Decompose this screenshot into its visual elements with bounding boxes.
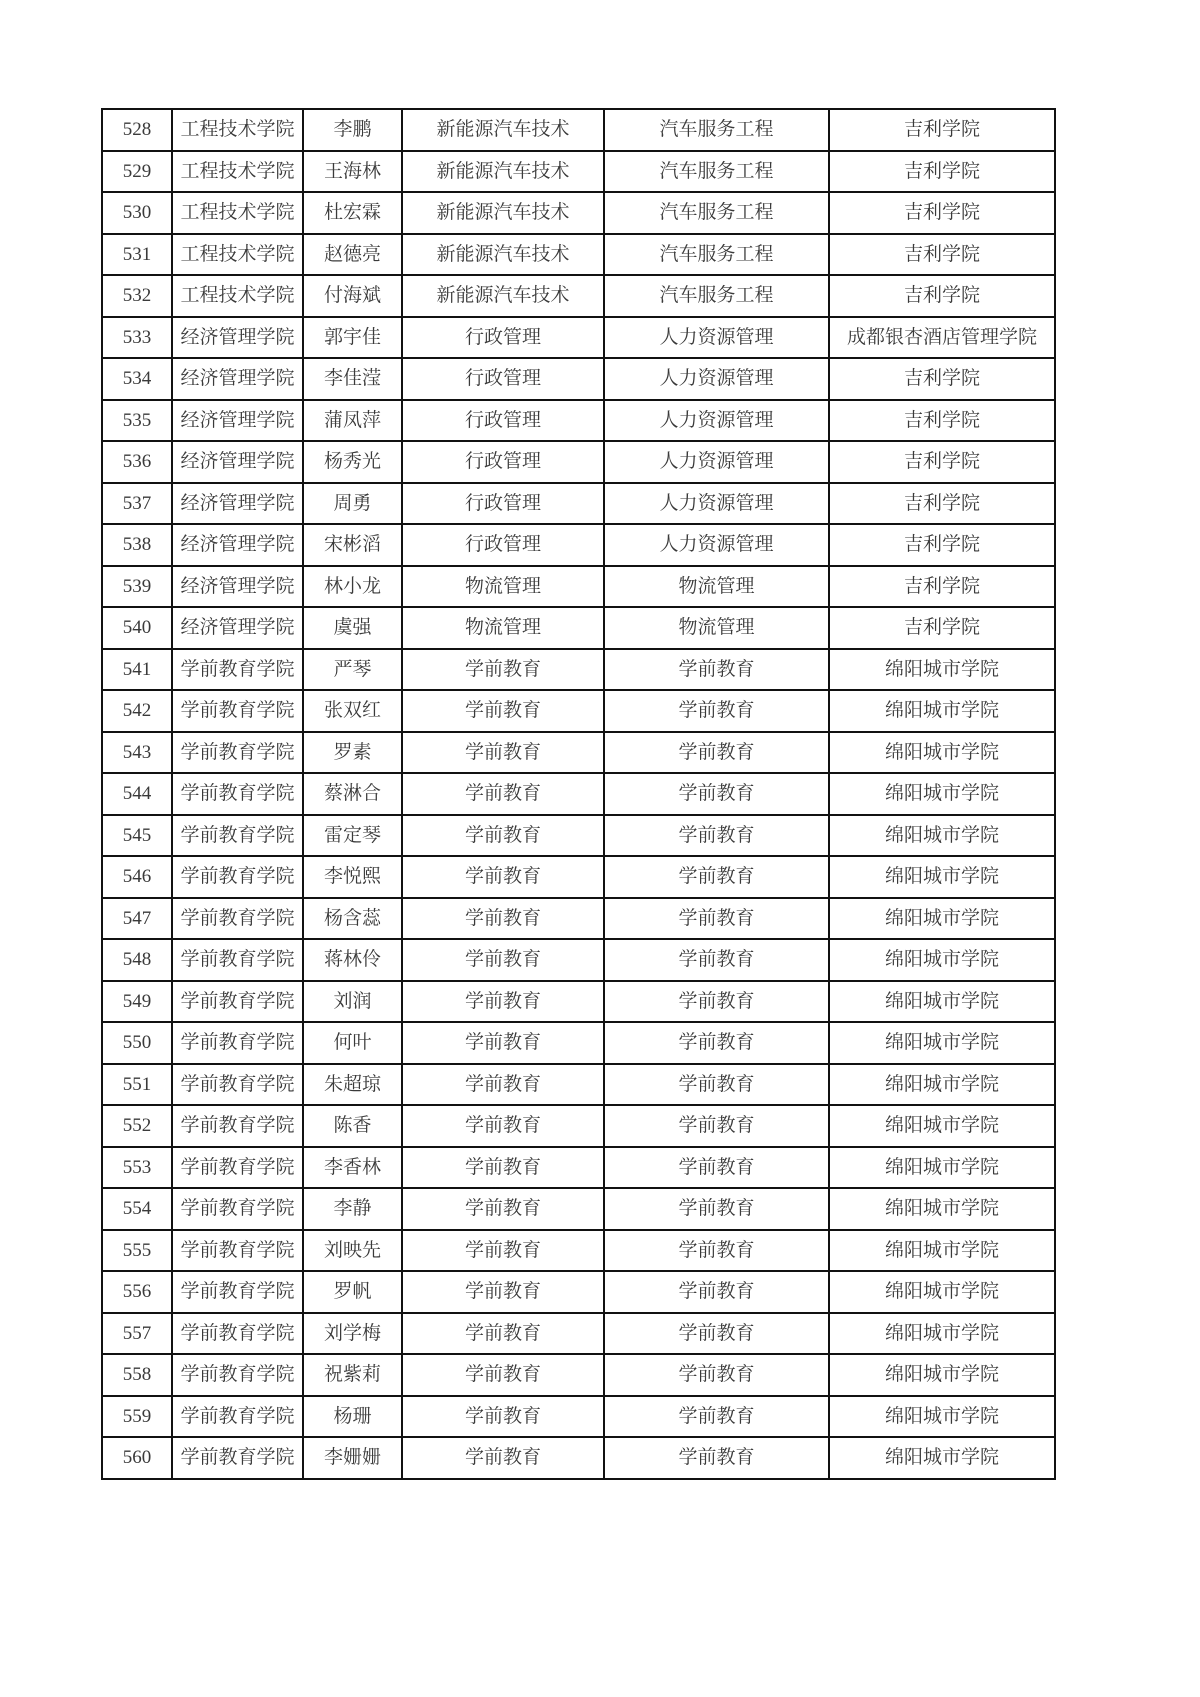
cell-number: 546 (102, 856, 172, 898)
table-row (102, 234, 1055, 276)
cell-target-major: 学前教育 (604, 856, 829, 898)
cell-major: 新能源汽车技术 (402, 109, 604, 151)
cell-target-school: 绵阳城市学院 (829, 1230, 1055, 1272)
cell-major: 学前教育 (402, 1396, 604, 1438)
cell-department: 经济管理学院 (172, 317, 303, 359)
cell-student-name: 杨秀光 (303, 441, 402, 483)
cell-target-major: 汽车服务工程 (604, 109, 829, 151)
cell-target-major: 学前教育 (604, 1188, 829, 1230)
table-row (102, 981, 1055, 1023)
cell-department: 工程技术学院 (172, 275, 303, 317)
cell-target-major: 汽车服务工程 (604, 192, 829, 234)
roster-body (102, 109, 1055, 1479)
cell-major: 行政管理 (402, 400, 604, 442)
cell-student-name: 张双红 (303, 690, 402, 732)
cell-student-name: 陈香 (303, 1105, 402, 1147)
cell-department: 工程技术学院 (172, 109, 303, 151)
cell-department: 学前教育学院 (172, 1354, 303, 1396)
cell-target-school: 绵阳城市学院 (829, 1022, 1055, 1064)
cell-student-name: 刘映先 (303, 1230, 402, 1272)
cell-major: 学前教育 (402, 1105, 604, 1147)
cell-number: 543 (102, 732, 172, 774)
cell-department: 学前教育学院 (172, 1188, 303, 1230)
cell-target-major: 学前教育 (604, 981, 829, 1023)
cell-student-name: 刘学梅 (303, 1313, 402, 1355)
cell-number: 551 (102, 1064, 172, 1106)
cell-target-major: 汽车服务工程 (604, 234, 829, 276)
table-row (102, 773, 1055, 815)
cell-target-major: 人力资源管理 (604, 317, 829, 359)
table-row (102, 109, 1055, 151)
cell-major: 学前教育 (402, 649, 604, 691)
cell-major: 学前教育 (402, 1147, 604, 1189)
cell-number: 531 (102, 234, 172, 276)
cell-target-school: 绵阳城市学院 (829, 649, 1055, 691)
cell-department: 学前教育学院 (172, 898, 303, 940)
cell-target-school: 吉利学院 (829, 192, 1055, 234)
cell-department: 学前教育学院 (172, 773, 303, 815)
cell-student-name: 李姗姗 (303, 1437, 402, 1479)
cell-target-major: 物流管理 (604, 566, 829, 608)
cell-target-school: 绵阳城市学院 (829, 1188, 1055, 1230)
cell-department: 学前教育学院 (172, 649, 303, 691)
cell-target-major: 学前教育 (604, 939, 829, 981)
cell-target-major: 汽车服务工程 (604, 151, 829, 193)
cell-department: 学前教育学院 (172, 1147, 303, 1189)
cell-number: 530 (102, 192, 172, 234)
cell-number: 541 (102, 649, 172, 691)
cell-number: 536 (102, 441, 172, 483)
cell-student-name: 周勇 (303, 483, 402, 525)
cell-major: 学前教育 (402, 1437, 604, 1479)
cell-student-name: 刘润 (303, 981, 402, 1023)
cell-major: 行政管理 (402, 441, 604, 483)
cell-target-major: 人力资源管理 (604, 400, 829, 442)
cell-department: 学前教育学院 (172, 732, 303, 774)
cell-number: 532 (102, 275, 172, 317)
cell-major: 学前教育 (402, 690, 604, 732)
cell-number: 539 (102, 566, 172, 608)
cell-target-school: 绵阳城市学院 (829, 1354, 1055, 1396)
cell-number: 547 (102, 898, 172, 940)
table-row (102, 649, 1055, 691)
cell-number: 537 (102, 483, 172, 525)
cell-target-major: 学前教育 (604, 1105, 829, 1147)
cell-department: 学前教育学院 (172, 1396, 303, 1438)
cell-target-major: 学前教育 (604, 1396, 829, 1438)
table-row (102, 1064, 1055, 1106)
cell-target-school: 吉利学院 (829, 441, 1055, 483)
cell-number: 549 (102, 981, 172, 1023)
table-row (102, 607, 1055, 649)
cell-target-major: 学前教育 (604, 1354, 829, 1396)
cell-department: 学前教育学院 (172, 1105, 303, 1147)
table-row (102, 151, 1055, 193)
cell-major: 新能源汽车技术 (402, 234, 604, 276)
cell-number: 554 (102, 1188, 172, 1230)
cell-number: 540 (102, 607, 172, 649)
cell-target-school: 绵阳城市学院 (829, 1396, 1055, 1438)
cell-target-major: 学前教育 (604, 1437, 829, 1479)
cell-target-major: 物流管理 (604, 607, 829, 649)
cell-target-major: 学前教育 (604, 732, 829, 774)
cell-student-name: 李鹏 (303, 109, 402, 151)
cell-target-school: 绵阳城市学院 (829, 981, 1055, 1023)
cell-number: 553 (102, 1147, 172, 1189)
cell-number: 556 (102, 1271, 172, 1313)
table-row (102, 939, 1055, 981)
cell-major: 新能源汽车技术 (402, 192, 604, 234)
cell-student-name: 李香林 (303, 1147, 402, 1189)
cell-student-name: 李悦熙 (303, 856, 402, 898)
cell-student-name: 严琴 (303, 649, 402, 691)
cell-student-name: 杨珊 (303, 1396, 402, 1438)
cell-number: 528 (102, 109, 172, 151)
cell-department: 经济管理学院 (172, 441, 303, 483)
cell-student-name: 虞强 (303, 607, 402, 649)
cell-major: 物流管理 (402, 607, 604, 649)
cell-major: 学前教育 (402, 1230, 604, 1272)
table-row (102, 524, 1055, 566)
cell-department: 经济管理学院 (172, 400, 303, 442)
cell-target-major: 汽车服务工程 (604, 275, 829, 317)
cell-target-school: 吉利学院 (829, 524, 1055, 566)
cell-target-school: 绵阳城市学院 (829, 856, 1055, 898)
cell-target-school: 绵阳城市学院 (829, 1437, 1055, 1479)
cell-student-name: 李佳滢 (303, 358, 402, 400)
cell-target-major: 学前教育 (604, 1313, 829, 1355)
cell-number: 550 (102, 1022, 172, 1064)
cell-department: 学前教育学院 (172, 1437, 303, 1479)
cell-major: 新能源汽车技术 (402, 151, 604, 193)
cell-number: 544 (102, 773, 172, 815)
cell-target-major: 学前教育 (604, 1147, 829, 1189)
cell-major: 学前教育 (402, 981, 604, 1023)
cell-department: 学前教育学院 (172, 1271, 303, 1313)
cell-department: 经济管理学院 (172, 524, 303, 566)
cell-major: 学前教育 (402, 1064, 604, 1106)
cell-student-name: 蒲凤萍 (303, 400, 402, 442)
cell-major: 学前教育 (402, 939, 604, 981)
table-row (102, 1147, 1055, 1189)
cell-student-name: 杜宏霖 (303, 192, 402, 234)
cell-student-name: 罗帆 (303, 1271, 402, 1313)
cell-department: 工程技术学院 (172, 151, 303, 193)
cell-target-school: 绵阳城市学院 (829, 1313, 1055, 1355)
cell-student-name: 宋彬滔 (303, 524, 402, 566)
table-row (102, 317, 1055, 359)
cell-target-school: 吉利学院 (829, 358, 1055, 400)
cell-department: 学前教育学院 (172, 1230, 303, 1272)
cell-student-name: 赵德亮 (303, 234, 402, 276)
cell-target-school: 绵阳城市学院 (829, 1064, 1055, 1106)
cell-target-major: 学前教育 (604, 1022, 829, 1064)
cell-department: 学前教育学院 (172, 1064, 303, 1106)
cell-student-name: 付海斌 (303, 275, 402, 317)
cell-department: 学前教育学院 (172, 856, 303, 898)
cell-target-major: 学前教育 (604, 690, 829, 732)
table-row (102, 1313, 1055, 1355)
cell-target-school: 绵阳城市学院 (829, 773, 1055, 815)
cell-target-school: 绵阳城市学院 (829, 1105, 1055, 1147)
cell-major: 学前教育 (402, 1022, 604, 1064)
table-row (102, 856, 1055, 898)
cell-target-school: 绵阳城市学院 (829, 1271, 1055, 1313)
table-row (102, 1437, 1055, 1479)
cell-department: 学前教育学院 (172, 939, 303, 981)
cell-target-school: 吉利学院 (829, 483, 1055, 525)
cell-major: 学前教育 (402, 1271, 604, 1313)
cell-target-major: 人力资源管理 (604, 441, 829, 483)
table-row (102, 1105, 1055, 1147)
cell-target-major: 学前教育 (604, 815, 829, 857)
table-row (102, 1354, 1055, 1396)
cell-target-major: 学前教育 (604, 773, 829, 815)
cell-department: 工程技术学院 (172, 234, 303, 276)
cell-number: 548 (102, 939, 172, 981)
cell-major: 学前教育 (402, 1313, 604, 1355)
table-row (102, 192, 1055, 234)
cell-number: 535 (102, 400, 172, 442)
cell-student-name: 林小龙 (303, 566, 402, 608)
cell-number: 559 (102, 1396, 172, 1438)
cell-department: 学前教育学院 (172, 815, 303, 857)
cell-department: 工程技术学院 (172, 192, 303, 234)
cell-student-name: 郭宇佳 (303, 317, 402, 359)
cell-target-major: 人力资源管理 (604, 524, 829, 566)
student-roster-table (101, 108, 1056, 1480)
cell-major: 行政管理 (402, 483, 604, 525)
cell-department: 经济管理学院 (172, 607, 303, 649)
cell-major: 行政管理 (402, 524, 604, 566)
cell-student-name: 雷定琴 (303, 815, 402, 857)
cell-target-major: 学前教育 (604, 649, 829, 691)
cell-student-name: 蒋林伶 (303, 939, 402, 981)
cell-target-school: 绵阳城市学院 (829, 1147, 1055, 1189)
table-row (102, 1271, 1055, 1313)
table-row (102, 400, 1055, 442)
cell-number: 545 (102, 815, 172, 857)
table-row (102, 566, 1055, 608)
cell-major: 学前教育 (402, 815, 604, 857)
cell-target-school: 绵阳城市学院 (829, 815, 1055, 857)
cell-number: 555 (102, 1230, 172, 1272)
cell-major: 学前教育 (402, 898, 604, 940)
cell-major: 行政管理 (402, 317, 604, 359)
cell-target-school: 吉利学院 (829, 566, 1055, 608)
cell-target-school: 绵阳城市学院 (829, 898, 1055, 940)
table-row (102, 358, 1055, 400)
cell-student-name: 蔡淋合 (303, 773, 402, 815)
cell-department: 经济管理学院 (172, 566, 303, 608)
cell-target-school: 绵阳城市学院 (829, 732, 1055, 774)
cell-major: 新能源汽车技术 (402, 275, 604, 317)
cell-target-major: 学前教育 (604, 1064, 829, 1106)
cell-number: 533 (102, 317, 172, 359)
cell-department: 学前教育学院 (172, 690, 303, 732)
cell-target-school: 绵阳城市学院 (829, 939, 1055, 981)
cell-student-name: 李静 (303, 1188, 402, 1230)
cell-student-name: 杨含蕊 (303, 898, 402, 940)
cell-target-school: 吉利学院 (829, 275, 1055, 317)
cell-number: 538 (102, 524, 172, 566)
cell-number: 534 (102, 358, 172, 400)
cell-target-major: 学前教育 (604, 1230, 829, 1272)
cell-department: 学前教育学院 (172, 1022, 303, 1064)
cell-student-name: 王海林 (303, 151, 402, 193)
cell-department: 学前教育学院 (172, 1313, 303, 1355)
cell-major: 学前教育 (402, 732, 604, 774)
cell-student-name: 祝紫莉 (303, 1354, 402, 1396)
cell-target-major: 学前教育 (604, 898, 829, 940)
cell-number: 557 (102, 1313, 172, 1355)
cell-number: 529 (102, 151, 172, 193)
cell-major: 学前教育 (402, 773, 604, 815)
cell-major: 物流管理 (402, 566, 604, 608)
cell-major: 学前教育 (402, 1354, 604, 1396)
cell-target-school: 吉利学院 (829, 151, 1055, 193)
table-row (102, 1396, 1055, 1438)
cell-target-major: 人力资源管理 (604, 483, 829, 525)
cell-department: 经济管理学院 (172, 358, 303, 400)
table-row (102, 1022, 1055, 1064)
cell-target-school: 绵阳城市学院 (829, 690, 1055, 732)
cell-target-school: 吉利学院 (829, 234, 1055, 276)
cell-target-school: 吉利学院 (829, 607, 1055, 649)
table-row (102, 898, 1055, 940)
table-row (102, 275, 1055, 317)
cell-major: 学前教育 (402, 1188, 604, 1230)
cell-department: 经济管理学院 (172, 483, 303, 525)
table-row (102, 815, 1055, 857)
cell-major: 学前教育 (402, 856, 604, 898)
cell-student-name: 何叶 (303, 1022, 402, 1064)
cell-number: 558 (102, 1354, 172, 1396)
cell-number: 560 (102, 1437, 172, 1479)
table-row (102, 441, 1055, 483)
cell-department: 学前教育学院 (172, 981, 303, 1023)
cell-target-school: 成都银杏酒店管理学院 (829, 317, 1055, 359)
cell-target-school: 吉利学院 (829, 109, 1055, 151)
cell-target-major: 学前教育 (604, 1271, 829, 1313)
cell-student-name: 罗素 (303, 732, 402, 774)
cell-number: 552 (102, 1105, 172, 1147)
table-row (102, 732, 1055, 774)
cell-target-school: 吉利学院 (829, 400, 1055, 442)
table-row (102, 690, 1055, 732)
cell-target-major: 人力资源管理 (604, 358, 829, 400)
table-row (102, 483, 1055, 525)
cell-major: 行政管理 (402, 358, 604, 400)
table-row (102, 1230, 1055, 1272)
cell-number: 542 (102, 690, 172, 732)
table-row (102, 1188, 1055, 1230)
cell-student-name: 朱超琼 (303, 1064, 402, 1106)
